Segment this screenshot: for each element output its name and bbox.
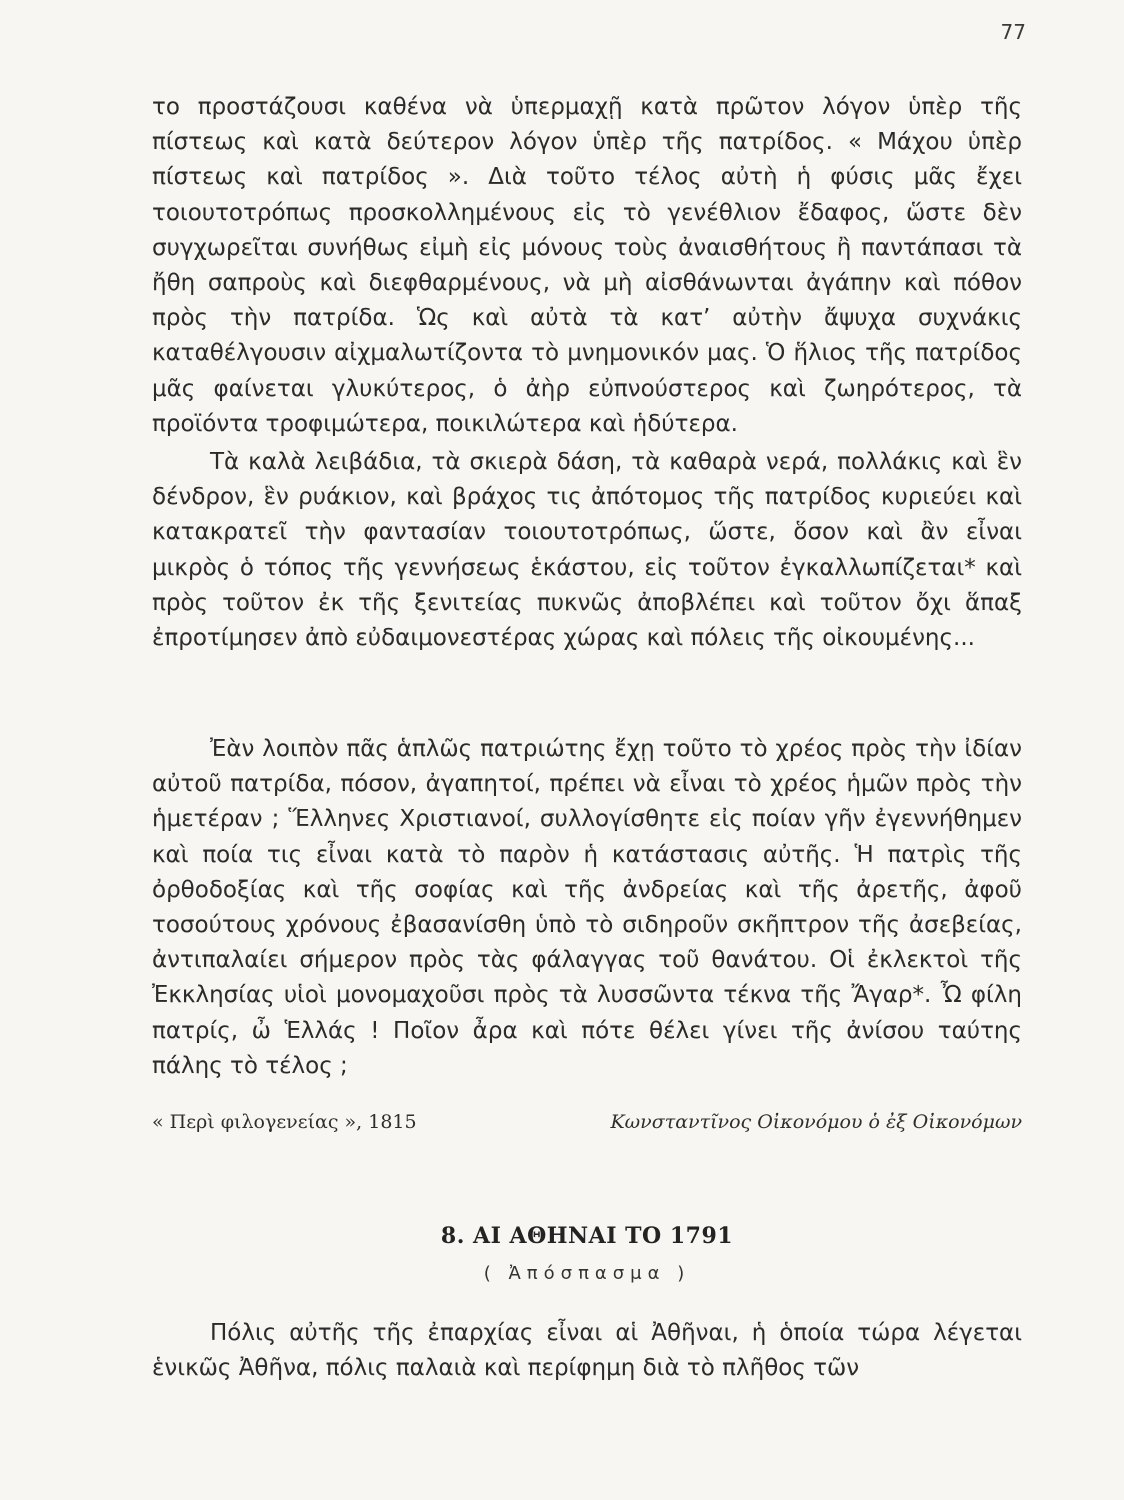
paragraph-text: Πόλις αὐτῆς τῆς ἐπαρχίας εἶναι αἱ Ἀθῆναι, ἡ ὁποία τώρα λέγεται ἑνικῶς Ἀθῆνα, πόλις παλαιὰ καὶ περίφημη διὰ τὸ πλῆθος τῶν	[152, 1320, 1022, 1382]
paragraph-text: Ἐὰν λοιπὸν πᾶς ἁπλῶς πατριώτης ἔχῃ τοῦτο τὸ χρέος πρὸς τὴν ἰδίαν αὐτοῦ πατρίδα, πόσον, ἀγαπητοί, πρέπει νὰ εἶναι τὸ χρέος ἡμῶν πρὸς τὴν ἡμετέραν ; Ἕλληνες Χριστιανοί, συλλογίσθητε εἰς ποίαν γῆν ἐγεννήθημεν καὶ ποία τις εἶναι κατὰ τὸ παρὸν ἡ κατάστασις αὐτῆς. Ἡ πατρὶς τῆς ὀρθοδοξίας καὶ τῆς σοφίας καὶ τῆς ἀνδρείας καὶ τῆς ἀρετῆς, ἀφοῦ τοσούτους χρόνους ἐβασανίσθη ὑπὸ τὸ σιδηροῦν σκῆπτρον τῆς ἀσεβείας, ἀντιπαλαίει σήμερον πρὸς τὰς φάλαγγας τοῦ θανάτου. Οἱ ἐκλεκτοὶ τῆς Ἐκκλησίας υἱοὶ μονομαχοῦσι πρὸς τὰ λυσσῶντα τέκνα τῆς Ἄγαρ*. Ὦ φίλη πατρίς, ὦ Ἑλλάς ! Ποῖον ἆρα καὶ πότε θέλει γίνει τῆς ἀνίσου ταύτης πάλης τὸ τέλος ;	[152, 736, 1022, 1079]
citation-author: Κωνσταντῖνος Οἰκονόμου ὁ ἐξ Οἰκονόμων	[610, 1111, 1022, 1133]
citation-source: « Περὶ φιλογενείας », 1815	[152, 1111, 417, 1133]
paragraph-greeks	[152, 732, 1022, 1084]
paragraph-continuation	[152, 90, 1022, 442]
section-subtitle: ( Ἀπόσπασμα )	[483, 1263, 691, 1284]
paragraph-text: Τὰ καλὰ λειβάδια, τὰ σκιερὰ δάση, τὰ καθαρὰ νερά, πολλάκις καὶ ἓν δένδρον, ἓν ρυάκιον, καὶ βράχος τις ἀπότομος τῆς πατρίδος κυριεύει καὶ κατακρατεῖ τὴν φαντασίαν τοιουτοτρόπως, ὥστε, ὅσον καὶ ἂν εἶναι μικρὸς ὁ τόπος τῆς γεννήσεως ἑκάστου, εἰς τοῦτον ἐγκαλλωπίζεται* καὶ πρὸς τοῦτον ἐκ τῆς ξενιτείας πυκνῶς ἀποβλέπει καὶ τοῦτον ὄχι ἅπαξ ἐπροτίμησεν ἀπὸ εὐδαιμονεστέρας χώρας καὶ πόλεις τῆς οἰκουμένης...	[152, 449, 1022, 652]
citation	[152, 1111, 1022, 1133]
paragraph-athens	[152, 1316, 1022, 1386]
section-title: 8. ΑΙ ΑΘΗΝΑΙ ΤΟ 1791	[440, 1223, 734, 1249]
paragraph-landscape	[152, 445, 1022, 656]
page-number: 77	[1000, 20, 1026, 44]
paragraph-text: το προστάζουσι καθένα νὰ ὑπερμαχῇ κατὰ πρῶτον λόγον ὑπὲρ τῆς πίστεως καὶ κατὰ δεύτερον λόγον ὑπὲρ τῆς πατρίδος. « Μάχου ὑπὲρ πίστεως καὶ πατρίδος ». Διὰ τοῦτο τέλος αὐτὴ ἡ φύσις μᾶς ἔχει τοιουτοτρόπως προσκολλημένους εἰς τὸ γενέθλιον ἔδαφος, ὥστε δὲν συγχωρεῖται συνήθως εἰμὴ εἰς μόνους τοὺς ἀναισθήτους ἢ παντάπασι τὰ ἤθη σαπροὺς καὶ διεφθαρμένους, νὰ μὴ αἰσθάνωνται ἀγάπην καὶ πόθον πρὸς τὴν πατρίδα. Ὡς καὶ αὐτὰ τὰ κατ’ αὐτὴν ἄψυχα συχνάκις καταθέλγουσιν αἰχμαλωτίζοντα τὸ μνημονικόν μας. Ὁ ἥλιος τῆς πατρίδος μᾶς φαίνεται γλυκύτερος, ὁ ἀὴρ εὐπνούστερος καὶ ζωηρότερος, τὰ προϊόντα τροφιμώτερα, ποικιλώτερα καὶ ἡδύτερα.	[152, 94, 1022, 437]
